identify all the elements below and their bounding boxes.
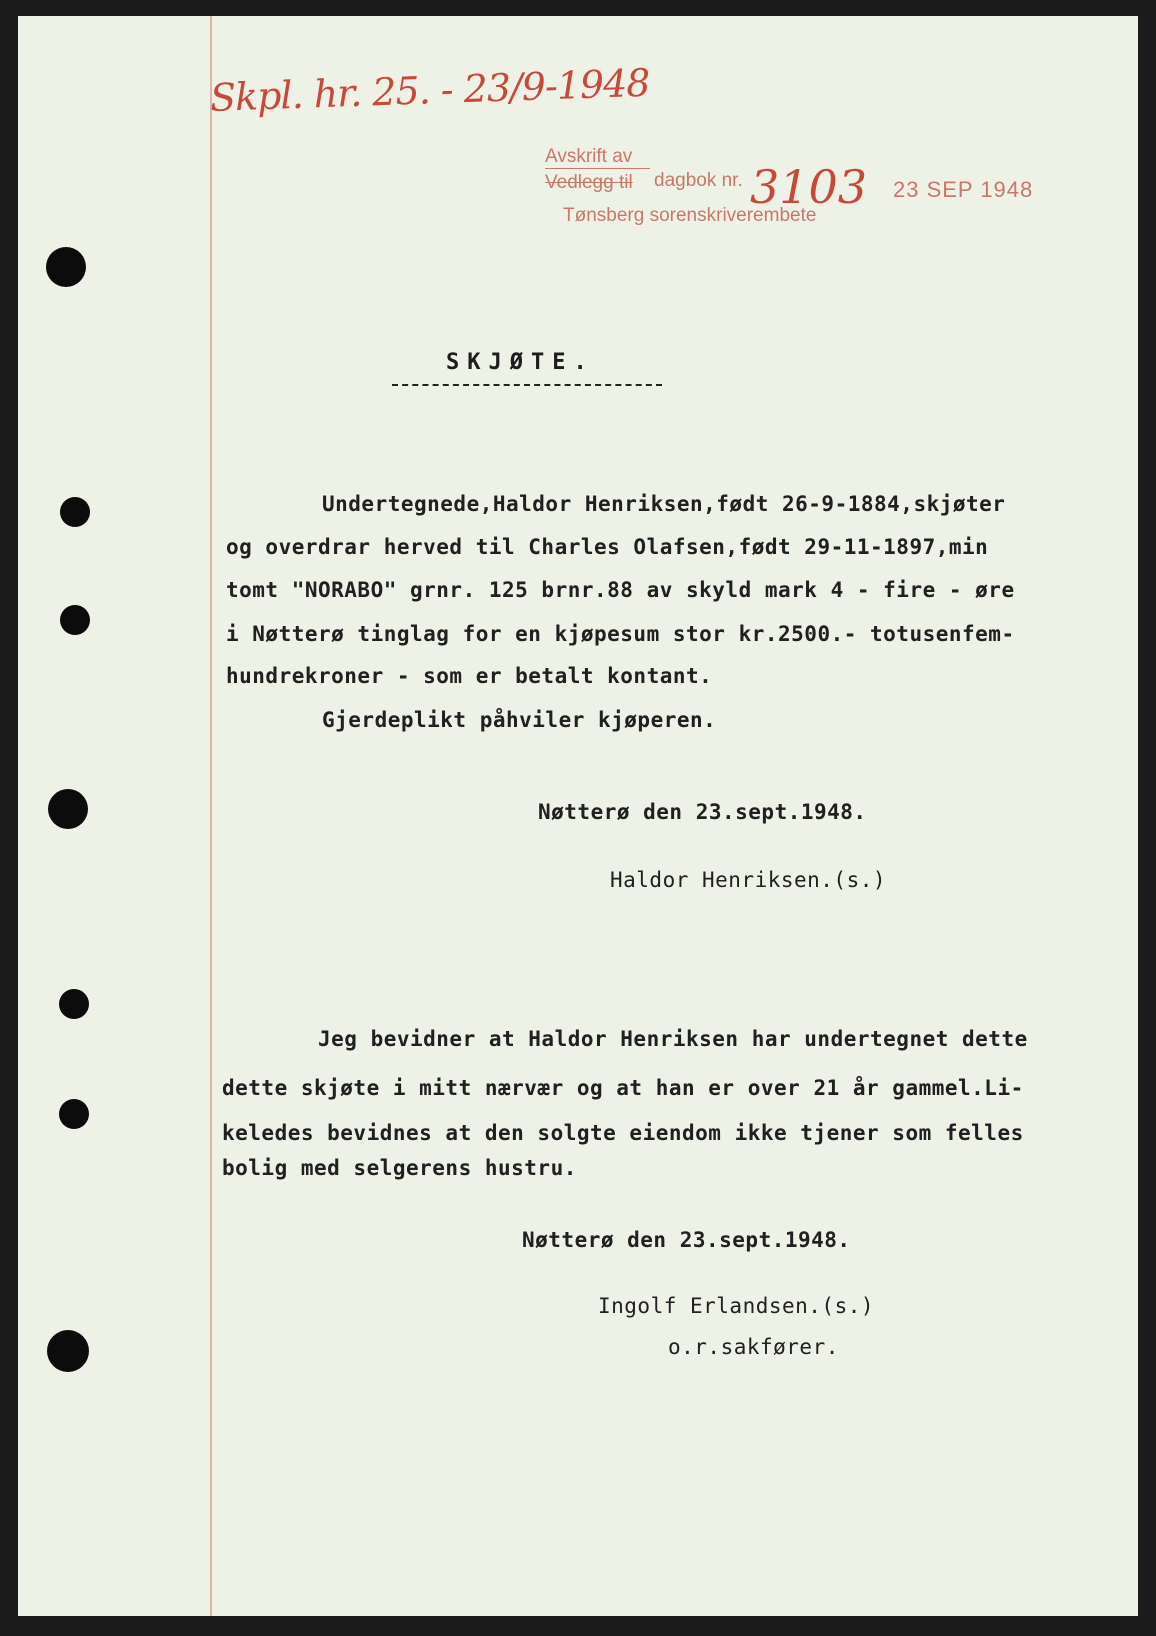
- punch-hole: [60, 605, 90, 635]
- punch-hole: [59, 1099, 89, 1129]
- witness-title: o.r.sakfører.: [668, 1335, 839, 1359]
- witness-line: keledes bevidnes at den solgte eiendom ikke tjener som felles: [222, 1121, 1024, 1145]
- stamp-dagbok-number: 3103: [750, 160, 868, 214]
- handwritten-note: Skpl. hr. 25. - 23/9-1948: [209, 60, 651, 120]
- stamp-divider: [545, 168, 650, 169]
- punch-hole: [46, 247, 86, 287]
- document-title: SKJØTE.: [446, 350, 595, 375]
- fence-duty-line: Gjerdeplikt påhviler kjøperen.: [322, 708, 717, 732]
- deed-line: hundrekroner - som er betalt kontant.: [226, 664, 713, 688]
- deed-line: i Nøtterø tinglag for en kjøpesum stor kr.2500.- totusenfem-: [226, 622, 1015, 646]
- punch-hole: [59, 989, 89, 1019]
- margin-line: [210, 16, 212, 1616]
- witness-line: dette skjøte i mitt nærvær og at han er over 21 år gammel.Li-: [222, 1076, 1024, 1100]
- deed-line: og overdrar herved til Charles Olafsen,født 29-11-1897,min: [226, 535, 989, 559]
- place-date: Nøtterø den 23.sept.1948.: [522, 1228, 851, 1252]
- stamp-dagbok-label: dagbok nr.: [654, 170, 743, 191]
- witness-line: Jeg bevidner at Haldor Henriksen har undertegnet dette: [318, 1027, 1028, 1051]
- witness-line: bolig med selgerens hustru.: [222, 1156, 577, 1180]
- place-date: Nøtterø den 23.sept.1948.: [538, 800, 867, 824]
- punch-hole: [47, 1330, 89, 1372]
- witness-signature: Ingolf Erlandsen.(s.): [598, 1294, 875, 1318]
- stamp-office: Tønsberg sorenskriverembete: [563, 205, 817, 226]
- punch-hole: [48, 789, 88, 829]
- seller-signature: Haldor Henriksen.(s.): [610, 868, 887, 892]
- deed-line: tomt "NORABO" grnr. 125 brnr.88 av skyld mark 4 - fire - øre: [226, 578, 1015, 602]
- stamp-avskrift: Avskrift av: [545, 146, 633, 167]
- stamp-date: 23 SEP 1948: [893, 177, 1034, 202]
- punch-hole: [60, 497, 90, 527]
- stamp-vedlegg: Vedlegg til: [545, 172, 633, 193]
- deed-line: Undertegnede,Haldor Henriksen,født 26-9-1884,skjøter: [322, 492, 1006, 516]
- title-underline: [392, 384, 662, 386]
